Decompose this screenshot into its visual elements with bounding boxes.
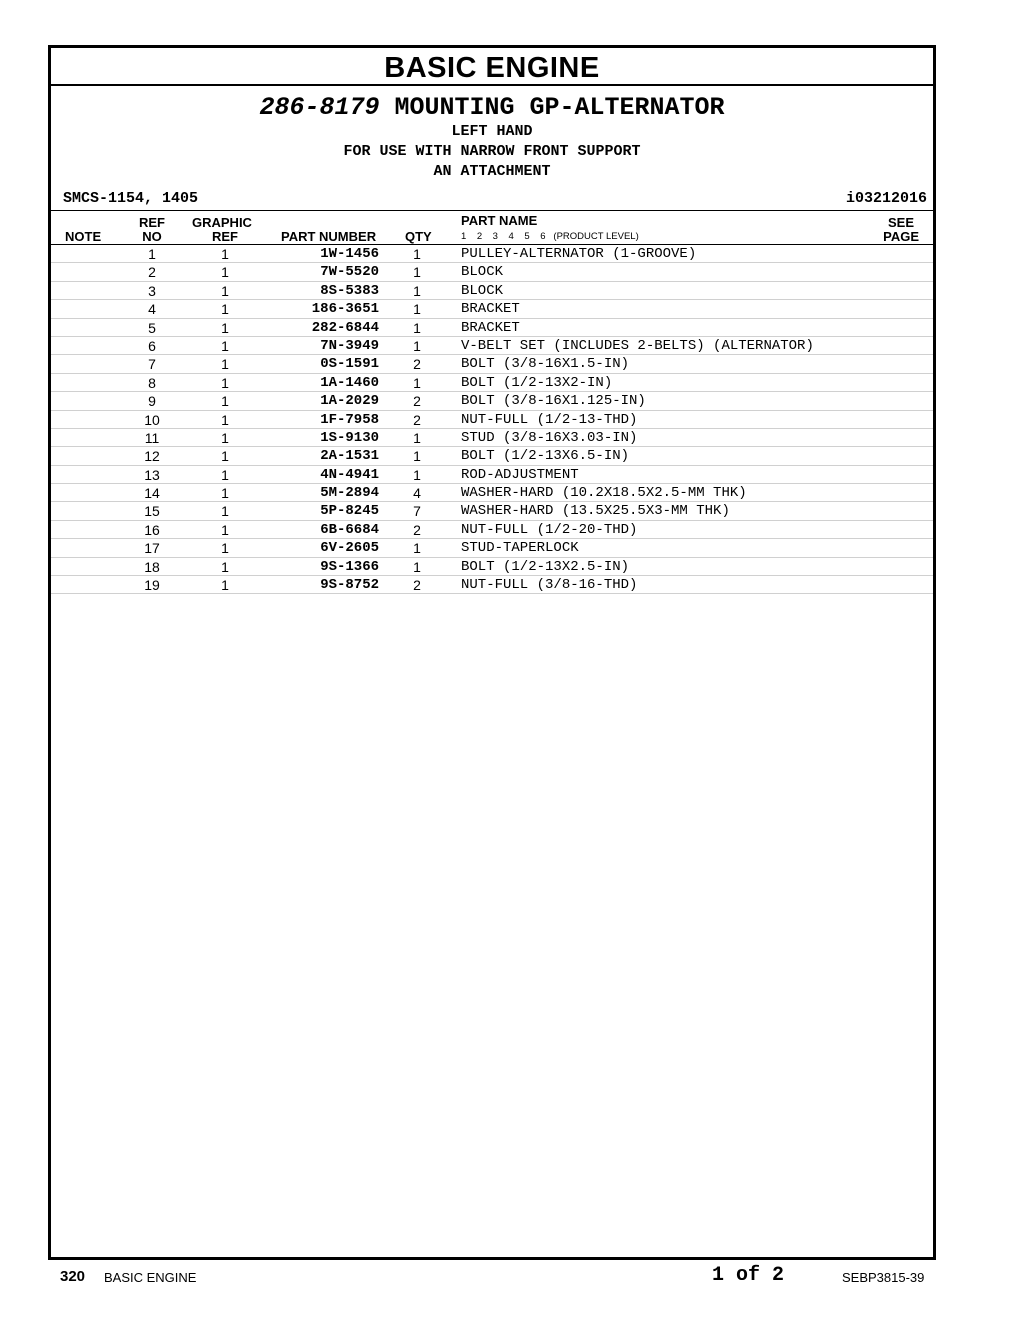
part-name: BOLT (1/2-13X2.5-IN): [461, 558, 630, 575]
part-number: 1S-9130: [320, 429, 379, 446]
graphic-ref: 1: [221, 521, 229, 538]
graphic-ref: 1: [221, 411, 229, 428]
ref-no: 16: [144, 521, 160, 538]
part-number: 1A-2029: [320, 393, 379, 410]
qty: 2: [413, 411, 421, 428]
meta-row: [51, 188, 933, 211]
ref-no: 19: [144, 577, 160, 594]
qty: 7: [413, 503, 421, 520]
qty: 1: [413, 246, 421, 262]
part-name: STUD (3/8-16X3.03-IN): [461, 429, 638, 446]
ref-no: 4: [148, 301, 156, 318]
smcs-code: SMCS-1154, 1405: [63, 190, 199, 207]
group-header: [51, 94, 933, 182]
ref-no: 1: [148, 246, 156, 262]
qty: 1: [413, 540, 421, 557]
qty: 1: [413, 337, 421, 354]
parts-list: [51, 245, 933, 594]
graphic-ref: 1: [221, 301, 229, 318]
table-row: [51, 576, 933, 594]
part-number: 7W-5520: [320, 264, 379, 281]
graphic-ref: 1: [221, 466, 229, 483]
qty: 1: [413, 264, 421, 281]
column-part-number: PART NUMBER: [281, 229, 377, 244]
part-name: NUT-FULL (1/2-13-THD): [461, 411, 638, 428]
table-row: [51, 319, 933, 337]
part-number: 1F-7958: [320, 411, 379, 428]
graphic-ref: 1: [221, 577, 229, 594]
group-subtitle-3: AN ATTACHMENT: [433, 163, 551, 180]
ref-no: 5: [148, 319, 156, 336]
table-row: [51, 502, 933, 520]
graphic-ref: 1: [221, 264, 229, 281]
part-name: BOLT (1/2-13X6.5-IN): [461, 448, 630, 465]
part-number: 8S-5383: [320, 282, 379, 299]
qty: 1: [413, 429, 421, 446]
qty: 1: [413, 282, 421, 299]
graphic-ref: 1: [221, 356, 229, 373]
qty: 1: [413, 558, 421, 575]
table-row: [51, 521, 933, 539]
column-see-line2: PAGE: [883, 229, 919, 244]
page-of: 1 of 2: [712, 1264, 785, 1287]
table-row: [51, 558, 933, 576]
group-subtitle-1: LEFT HAND: [451, 123, 533, 140]
ref-no: 3: [148, 282, 156, 299]
qty: 1: [413, 301, 421, 318]
graphic-ref: 1: [221, 319, 229, 336]
part-name: BRACKET: [461, 301, 520, 318]
group-name: MOUNTING GP-ALTERNATOR: [394, 93, 725, 122]
table-row: [51, 245, 933, 263]
table-row: [51, 337, 933, 355]
table-row: [51, 300, 933, 318]
part-name: WASHER-HARD (13.5X25.5X3-MM THK): [461, 503, 730, 520]
part-number: 1A-1460: [320, 374, 379, 391]
document-id: SEBP3815-39: [842, 1270, 925, 1285]
graphic-ref: 1: [221, 503, 229, 520]
part-number: 2A-1531: [320, 448, 379, 465]
ref-no: 14: [144, 485, 160, 502]
column-part-name: PART NAME: [461, 213, 538, 228]
part-name: WASHER-HARD (10.2X18.5X2.5-MM THK): [461, 485, 747, 502]
graphic-ref: 1: [221, 374, 229, 391]
column-product-levels: 1 2 3 4 5 6 (PRODUCT LEVEL): [461, 231, 639, 242]
qty: 1: [413, 448, 421, 465]
footer-section: BASIC ENGINE: [104, 1270, 197, 1285]
ref-no: 18: [144, 558, 160, 575]
table-row: [51, 429, 933, 447]
graphic-ref: 1: [221, 558, 229, 575]
ref-no: 17: [144, 540, 160, 557]
part-name: V-BELT SET (INCLUDES 2-BELTS) (ALTERNATOR): [461, 337, 814, 354]
part-name: BLOCK: [461, 282, 504, 299]
ref-no: 2: [148, 264, 156, 281]
qty: 4: [413, 485, 421, 502]
column-ref-line1: REF: [139, 215, 165, 230]
graphic-ref: 1: [221, 429, 229, 446]
column-header: [51, 211, 933, 245]
part-number: 5M-2894: [320, 485, 379, 502]
part-number: 9S-1366: [320, 558, 379, 575]
part-number: 9S-8752: [320, 577, 379, 594]
qty: 1: [413, 374, 421, 391]
column-note: NOTE: [65, 229, 102, 244]
part-name: NUT-FULL (3/8-16-THD): [461, 577, 638, 594]
table-row: [51, 263, 933, 281]
ref-no: 12: [144, 448, 160, 465]
column-ref-line2: NO: [142, 229, 162, 244]
graphic-ref: 1: [221, 485, 229, 502]
section-title: BASIC ENGINE: [51, 48, 933, 86]
part-number: 0S-1591: [320, 356, 379, 373]
qty: 2: [413, 577, 421, 594]
ref-no: 7: [148, 356, 156, 373]
part-name: ROD-ADJUSTMENT: [461, 466, 579, 483]
qty: 2: [413, 356, 421, 373]
part-number: 282-6844: [311, 319, 379, 336]
table-row: [51, 411, 933, 429]
part-number: 186-3651: [311, 301, 379, 318]
qty: 2: [413, 393, 421, 410]
qty: 1: [413, 319, 421, 336]
page-footer: [0, 1264, 1020, 1288]
part-number: 7N-3949: [320, 337, 379, 354]
table-row: [51, 282, 933, 300]
graphic-ref: 1: [221, 393, 229, 410]
column-see-line1: SEE: [887, 215, 914, 230]
part-name: BOLT (1/2-13X2-IN): [461, 374, 613, 391]
page-number: 320: [60, 1268, 86, 1285]
table-row: [51, 374, 933, 392]
qty: 2: [413, 521, 421, 538]
ref-no: 10: [144, 411, 160, 428]
part-number: 6B-6684: [320, 521, 379, 538]
illustration-id: i03212016: [845, 190, 927, 207]
part-number: 4N-4941: [320, 466, 379, 483]
part-name: NUT-FULL (1/2-20-THD): [461, 521, 638, 538]
qty: 1: [413, 466, 421, 483]
ref-no: 15: [144, 503, 160, 520]
column-qty: QTY: [405, 229, 432, 244]
part-name: STUD-TAPERLOCK: [461, 540, 579, 557]
table-row: [51, 539, 933, 557]
part-name: PULLEY-ALTERNATOR (1-GROOVE): [461, 246, 697, 262]
ref-no: 13: [144, 466, 160, 483]
ref-no: 6: [148, 337, 156, 354]
table-row: [51, 484, 933, 502]
parts-page-frame: [48, 45, 936, 1260]
table-row: [51, 466, 933, 484]
part-number: 1W-1456: [320, 246, 379, 262]
ref-no: 11: [144, 429, 160, 446]
graphic-ref: 1: [221, 246, 229, 262]
part-name: BOLT (3/8-16X1.5-IN): [461, 356, 630, 373]
column-graphic-line2: REF: [212, 229, 238, 244]
table-row: [51, 392, 933, 410]
group-title: [51, 94, 933, 122]
part-name: BRACKET: [461, 319, 520, 336]
part-number: 5P-8245: [320, 503, 379, 520]
graphic-ref: 1: [221, 540, 229, 557]
group-subtitle-2: FOR USE WITH NARROW FRONT SUPPORT: [343, 143, 641, 160]
column-graphic-line1: GRAPHIC: [192, 215, 252, 230]
ref-no: 8: [148, 374, 156, 391]
ref-no: 9: [148, 393, 156, 410]
graphic-ref: 1: [221, 337, 229, 354]
part-name: BLOCK: [461, 264, 504, 281]
graphic-ref: 1: [221, 282, 229, 299]
part-name: BOLT (3/8-16X1.125-IN): [461, 393, 646, 410]
part-number: 6V-2605: [320, 540, 379, 557]
graphic-ref: 1: [221, 448, 229, 465]
table-row: [51, 447, 933, 465]
group-part-number: 286-8179: [259, 93, 380, 122]
table-row: [51, 355, 933, 373]
